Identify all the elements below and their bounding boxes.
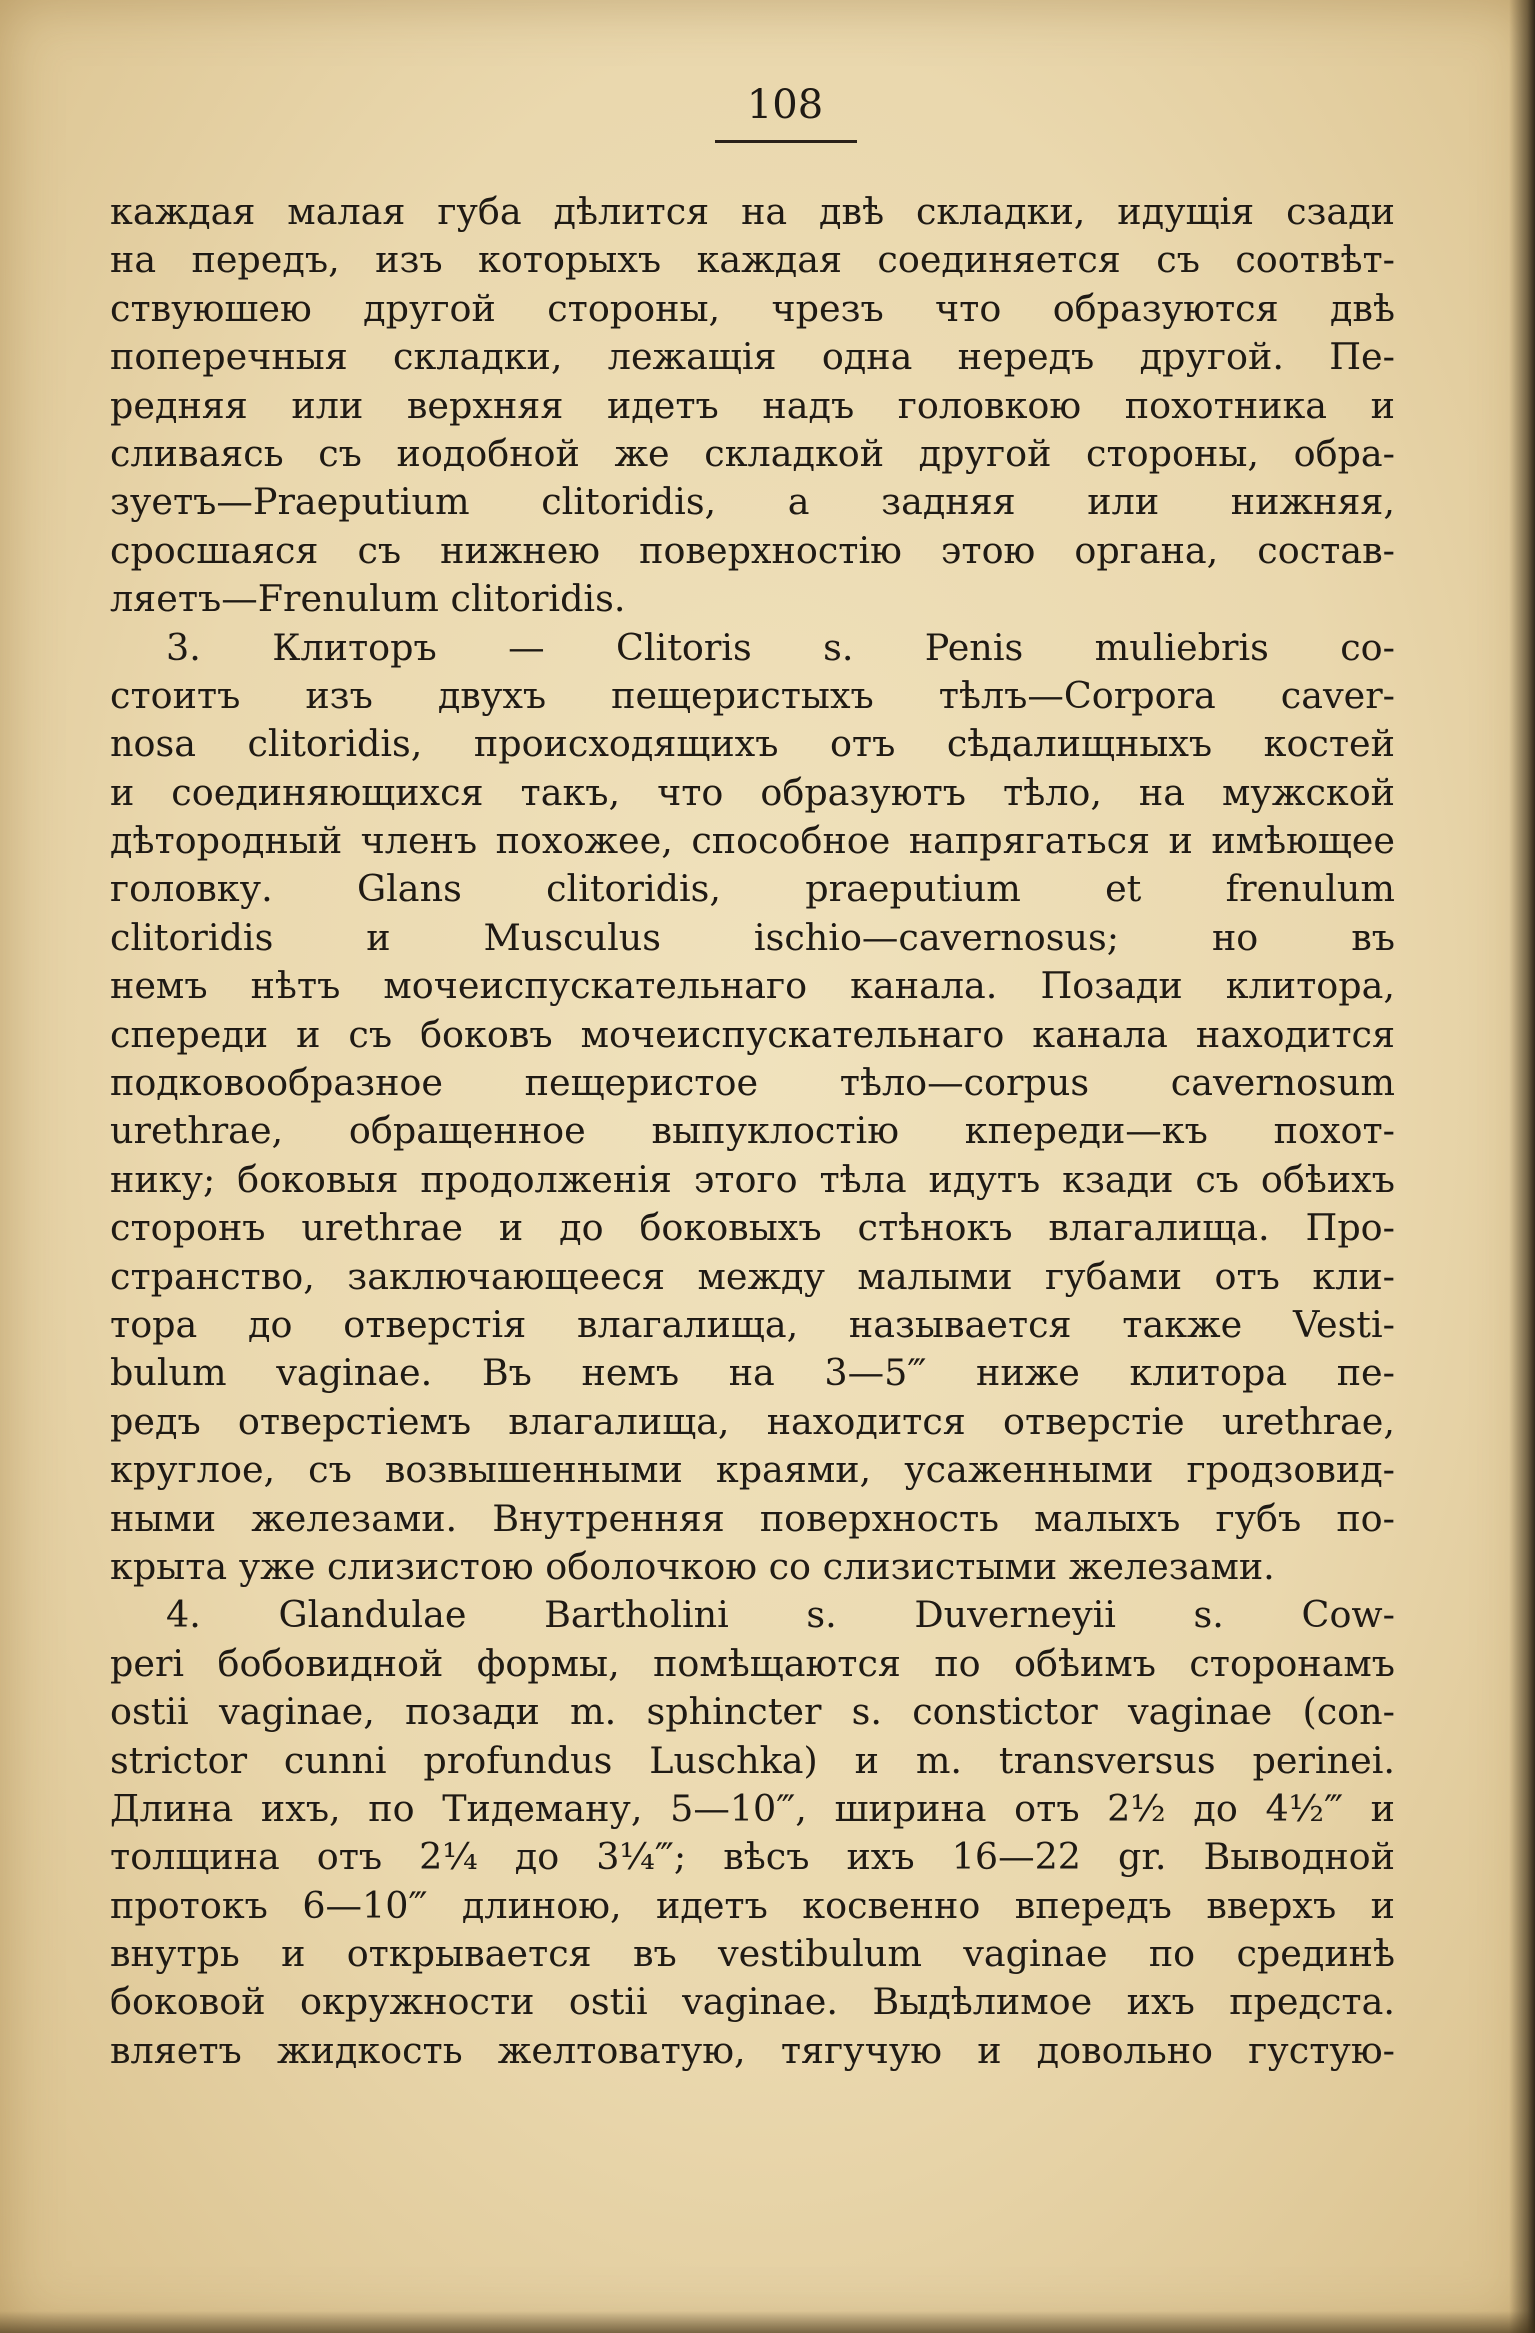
- text-line: боковой окружности ostii vaginae. Выдѣлимое ихъ предста.: [110, 1980, 1395, 2024]
- text-line: каждая малая губа дѣлится на двѣ складки, идущія сзади: [110, 190, 1395, 233]
- page-number: 108: [746, 82, 824, 128]
- text-line: дѣтородный членъ похожее, способное напрягаться и имѣющее: [110, 819, 1395, 863]
- text-line: редняя или верхняя идетъ надъ головкою похотника и: [110, 383, 1395, 427]
- text-line: strictor cunni profundus Luschka) и m. transversus perinei.: [110, 1738, 1395, 1782]
- text-line: поперечныя складки, лежащія одна нередъ другой. Пе-: [110, 335, 1395, 379]
- text-line: clitoridis и Musculus ischio—cavernosus; но въ: [110, 915, 1395, 959]
- text-line: peri бобовидной формы, помѣщаются по обѣимъ сторонамъ: [110, 1641, 1395, 1685]
- text-line: редъ отверстіемъ влагалища, находится отверстіе urethrae,: [110, 1399, 1395, 1443]
- text-line: ными железами. Внутренняя поверхность малыхъ губъ по-: [110, 1496, 1395, 1540]
- page-edge-shadow-bottom: [0, 2311, 1535, 2333]
- text-line: nosa clitoridis, происходящихъ отъ сѣдалищныхъ костей: [110, 722, 1395, 766]
- text-line: толщина отъ 2¼ до 3¼‴; вѣсъ ихъ 16—22 gr. Выводной: [110, 1835, 1395, 1879]
- header-rule: [715, 140, 857, 143]
- text-line: стоитъ изъ двухъ пещеристыхъ тѣлъ—Corpora caver-: [110, 673, 1395, 717]
- page-edge-shadow-right: [1509, 0, 1535, 2333]
- paragraph-4-start: 4. Glandulae Bartholini s. Duverneyii s. Cow-: [166, 1593, 1395, 1637]
- text-line: внутрь и открывается въ vestibulum vaginae по срединѣ: [110, 1932, 1395, 1976]
- text-line: подковообразное пещеристое тѣло—corpus cavernosum: [110, 1061, 1395, 1105]
- text-line: головку. Glans clitoridis, praeputium et frenulum: [110, 867, 1395, 911]
- text-line: протокъ 6—10‴ длиною, идетъ косвенно впередъ вверхъ и: [110, 1883, 1395, 1927]
- text-line: на передъ, изъ которыхъ каждая соединяется съ соотвѣт-: [110, 238, 1395, 282]
- text-line: круглое, съ возвышенными краями, усаженными гродзовид-: [110, 1448, 1395, 1492]
- text-line: ствуюшею другой стороны, чрезъ что образуются двѣ: [110, 286, 1395, 330]
- text-line: сросшаяся съ нижнею поверхностію этою органа, состав-: [110, 528, 1395, 572]
- text-line: сторонъ urethrae и до боковыхъ стѣнокъ влагалища. Про-: [110, 1206, 1395, 1250]
- body-text: [110, 188, 1395, 2075]
- text-line: зуетъ—Praeputium clitoridis, а задняя или нижняя,: [110, 480, 1395, 524]
- text-line: и соединяющихся такъ, что образуютъ тѣло, на мужской: [110, 770, 1395, 814]
- text-line: крыта уже слизистою оболочкою со слизистыми железами.: [110, 1544, 1275, 1588]
- text-line: ляетъ—Frenulum clitoridis.: [110, 577, 626, 621]
- paragraph-3-start: 3. Клиторъ — Clitoris s. Penis muliebris со-: [166, 625, 1395, 669]
- text-line: сливаясь съ иодобной же складкой другой стороны, обра-: [110, 431, 1395, 475]
- text-line: Длина ихъ, по Тидеману, 5—10‴, ширина отъ 2½ до 4½‴ и: [110, 1786, 1395, 1830]
- text-line: urethrae, обращенное выпуклостію кпереди—къ похот-: [110, 1109, 1395, 1153]
- text-line: спереди и съ боковъ мочеиспускательнаго канала находится: [110, 1012, 1395, 1056]
- text-line: тора до отверстія влагалища, называется также Vesti-: [110, 1302, 1395, 1346]
- text-line: нику; боковыя продолженія этого тѣла идутъ кзади съ обѣихъ: [110, 1157, 1395, 1201]
- text-line: вляетъ жидкость желтоватую, тягучую и довольно густую-: [110, 2028, 1395, 2072]
- text-line: немъ нѣтъ мочеиспускательнаго канала. Позади клитора,: [110, 964, 1395, 1008]
- text-line: странство, заключающееся между малыми губами отъ кли-: [110, 1254, 1395, 1298]
- text-line: ostii vaginae, позади m. sphincter s. constictor vaginae (con-: [110, 1690, 1395, 1734]
- text-line: bulum vaginae. Въ немъ на 3—5‴ ниже клитора пе-: [110, 1351, 1395, 1395]
